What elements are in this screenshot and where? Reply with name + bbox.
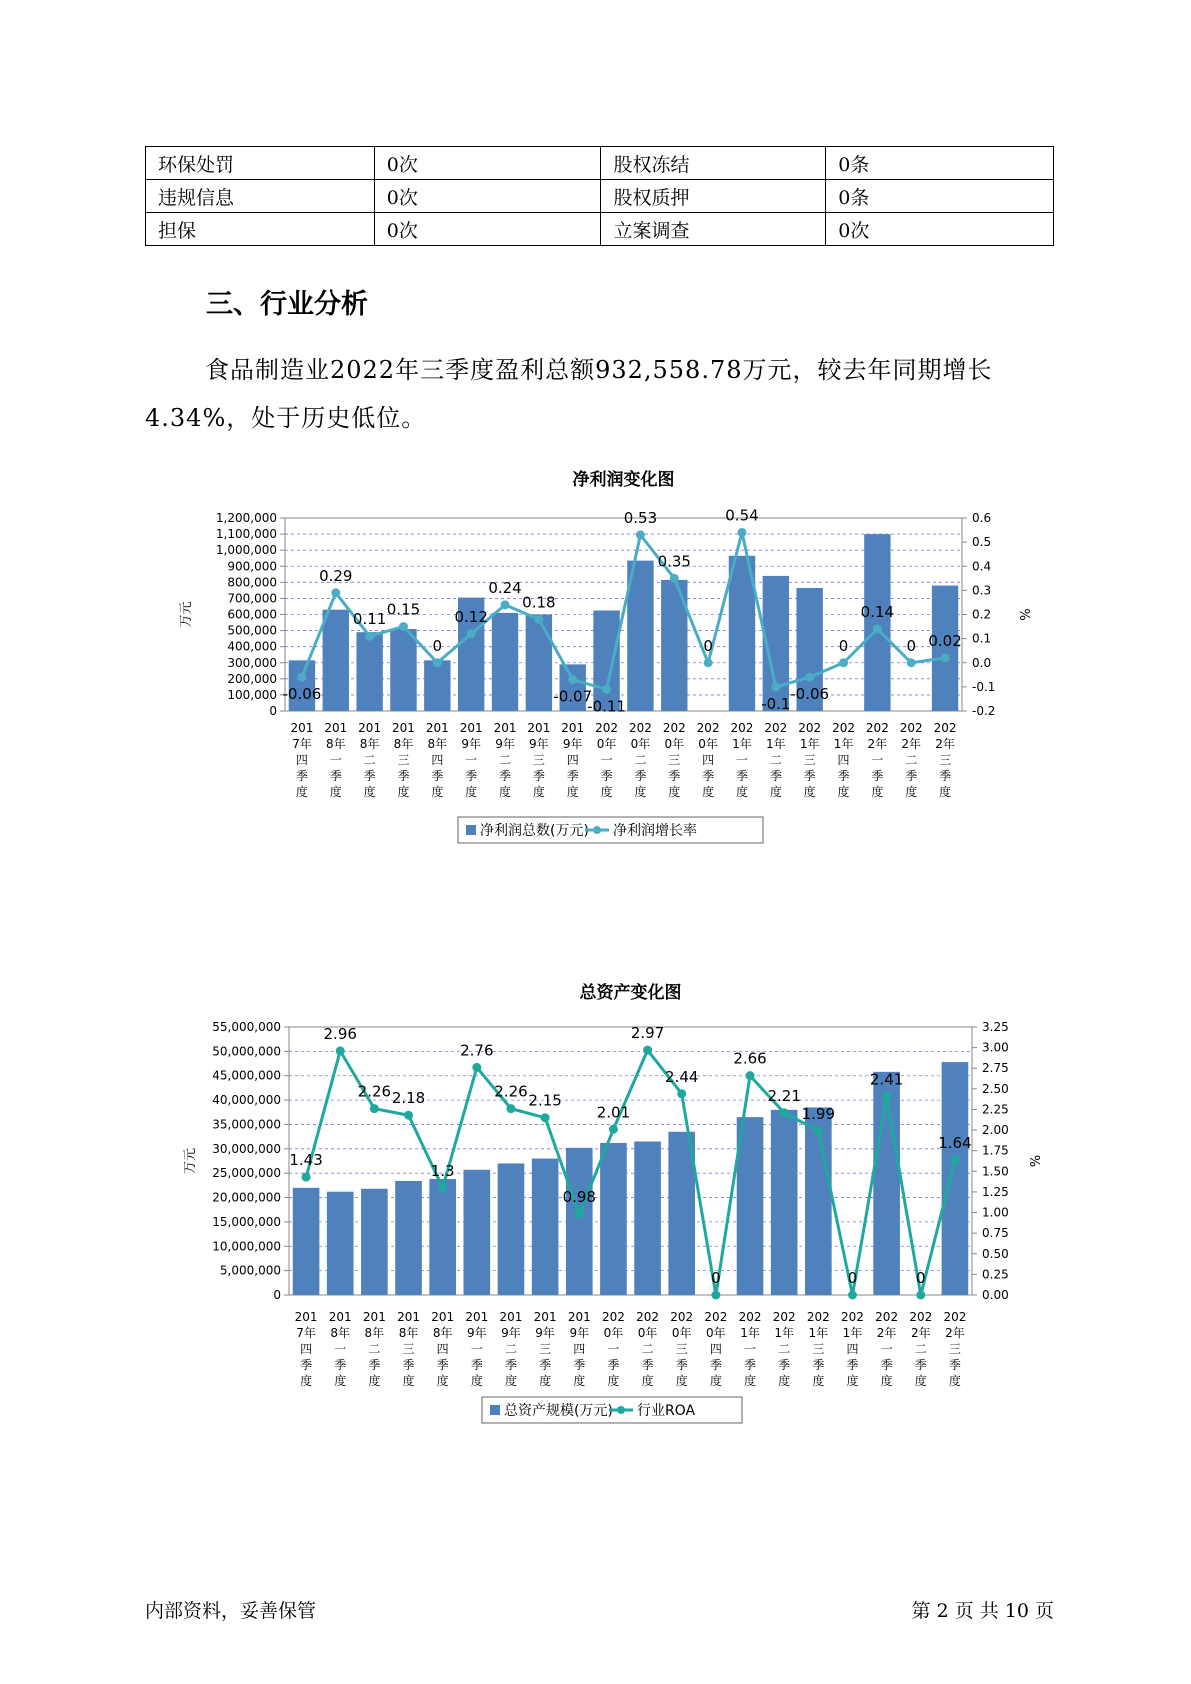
x-tick-label: 201 9年二季度 [493, 721, 517, 799]
x-tick-label: 202 1年四季度 [832, 721, 855, 799]
chart-title: 总资产变化图 [579, 983, 682, 1003]
legend-label: 净利润总数(万元) [480, 823, 589, 839]
table-cell: 违规信息 [146, 180, 375, 213]
data-label: 2.41 [869, 1070, 904, 1089]
y2-tick-label: 3.25 [982, 1020, 1009, 1034]
y2-tick-label: 1.00 [982, 1205, 1009, 1220]
y2-tick-label: 0.6 [972, 511, 992, 525]
bar [327, 1192, 354, 1295]
data-label: -0.11 [587, 697, 626, 716]
legend-line-marker [617, 1406, 625, 1414]
bar [532, 1159, 559, 1295]
section-title: 三、行业分析 [206, 289, 368, 320]
y2-tick-label: 0.0 [972, 655, 992, 670]
table-cell: 0次 [374, 147, 601, 180]
line-point [467, 629, 476, 638]
data-label: -0.06 [790, 685, 830, 704]
y-tick-label: 35,000,000 [212, 1117, 281, 1132]
bar [593, 610, 619, 711]
y-axis-label: 万元 [183, 1147, 198, 1175]
y-axis-label: 万元 [179, 601, 194, 628]
data-label: 0 [711, 1269, 721, 1287]
x-tick-label: 202 1年三季度 [798, 721, 822, 799]
table-cell: 0次 [374, 213, 601, 246]
line-point [331, 588, 340, 597]
data-label: -0.06 [282, 685, 322, 704]
legend-label: 行业ROA [637, 1403, 696, 1419]
line-point [814, 1126, 823, 1135]
x-tick-label: 201 7年四季度 [290, 721, 314, 799]
line-point [336, 1046, 345, 1055]
legend-bar-swatch [490, 1405, 500, 1415]
x-tick-label: 201 7年四季度 [294, 1310, 318, 1388]
table-cell: 担保 [146, 213, 375, 246]
data-label: 0.18 [522, 593, 556, 612]
line-point [839, 658, 848, 667]
data-label: 0.12 [454, 607, 488, 626]
y-tick-label: 30,000,000 [212, 1141, 281, 1156]
data-label: 0.53 [623, 508, 658, 527]
plot-frame [289, 1024, 972, 1295]
line-point [297, 673, 306, 682]
y2-tick-label: 1.25 [982, 1184, 1009, 1199]
line-point [873, 624, 882, 633]
total-assets-chart [0, 955, 1191, 1419]
line-point [568, 675, 577, 684]
line-point [746, 1071, 755, 1080]
data-label: 0.11 [352, 610, 387, 629]
y-tick-label: 20,000,000 [212, 1190, 281, 1205]
bar [498, 1163, 525, 1295]
legend-bar-swatch [466, 825, 476, 835]
x-tick-label: 201 8年一季度 [328, 1310, 352, 1388]
risk-info-table [145, 146, 1054, 246]
x-tick-label: 201 8年四季度 [425, 721, 449, 799]
x-tick-label: 202 0年四季度 [696, 721, 720, 799]
data-label: -0.07 [553, 687, 593, 706]
x-tick-label: 202 0年一季度 [601, 1310, 625, 1388]
line-point [643, 1046, 652, 1055]
bar [356, 632, 382, 711]
x-tick-label: 201 8年二季度 [362, 1310, 386, 1388]
table-cell: 0次 [826, 213, 1054, 246]
x-tick-label: 202 0年三季度 [662, 721, 686, 799]
table-row [146, 147, 1054, 180]
table-cell: 0条 [826, 147, 1054, 180]
data-label: 2.18 [391, 1089, 426, 1108]
bar [600, 1143, 627, 1295]
y-tick-label: 45,000,000 [212, 1068, 281, 1083]
data-label: 2.76 [460, 1041, 494, 1060]
x-tick-label: 201 8年四季度 [431, 1310, 455, 1388]
data-label: 0 [906, 636, 916, 655]
y2-axis-label: % [1016, 608, 1031, 621]
x-tick-label: 201 8年三季度 [392, 721, 415, 799]
y2-tick-label: 2.25 [982, 1102, 1009, 1117]
y2-tick-label: 0.4 [972, 559, 992, 574]
line-point [848, 1291, 857, 1300]
y2-axis-label: % [1026, 1154, 1041, 1168]
y-tick-label: 1,200,000 [215, 511, 277, 525]
y-tick-label: 300,000 [227, 655, 277, 670]
x-tick-label: 202 2年三季度 [943, 1310, 967, 1388]
data-label: 0.35 [657, 552, 691, 571]
page-number: 第 2 页 共 10 页 [911, 1600, 1054, 1622]
y-tick-label: 10,000,000 [212, 1239, 281, 1254]
data-label: 0.14 [860, 602, 895, 621]
table-cell: 股权冻结 [601, 147, 826, 180]
data-label: 0.29 [319, 566, 353, 585]
bar [395, 1181, 422, 1295]
y2-tick-label: 2.00 [982, 1123, 1009, 1138]
line-point [541, 1113, 550, 1122]
table-cell: 0条 [826, 180, 1054, 213]
data-label: 2.96 [323, 1024, 357, 1043]
y2-tick-label: 1.75 [982, 1143, 1009, 1158]
data-label: 2.01 [596, 1103, 631, 1122]
data-label: 2.21 [767, 1086, 801, 1105]
data-label: 0 [432, 636, 443, 655]
y-tick-label: 0 [269, 704, 277, 718]
y-tick-label: 0 [273, 1288, 281, 1302]
y-tick-label: 55,000,000 [212, 1020, 281, 1034]
line-point [950, 1155, 959, 1164]
data-label: 0.98 [562, 1188, 596, 1207]
footer-note: 内部资料，妥善保管 [145, 1600, 317, 1622]
data-label: 0 [847, 1269, 858, 1287]
bar [429, 1179, 456, 1295]
bar [526, 615, 552, 712]
y2-tick-label: 0.50 [982, 1246, 1009, 1261]
data-label: 2.26 [494, 1082, 528, 1101]
line-point [433, 658, 442, 667]
section-paragraph: 食品制造业2022年三季度盈利总额932,558.78万元，较去年同期增长4.34%，处于历史低位。 [145, 356, 993, 432]
line-point [677, 1089, 686, 1098]
line-point [636, 530, 645, 539]
x-tick-label: 201 9年四季度 [567, 1310, 591, 1388]
bar [771, 1110, 798, 1295]
y2-tick-label: 0.2 [972, 607, 992, 622]
y2-tick-label: 0.00 [982, 1288, 1009, 1302]
x-tick-label: 202 1年四季度 [841, 1310, 864, 1388]
table-cell: 环保处罚 [146, 147, 375, 180]
y-tick-label: 50,000,000 [212, 1044, 281, 1059]
x-tick-label: 201 9年四季度 [561, 721, 585, 799]
x-tick-label: 201 9年三季度 [527, 721, 551, 799]
legend-line-marker [593, 826, 601, 834]
table-row [146, 180, 1054, 213]
x-tick-label: 202 0年四季度 [704, 1310, 728, 1388]
line-point [670, 574, 679, 583]
y-tick-label: 900,000 [227, 559, 277, 574]
x-tick-label: 202 1年三季度 [806, 1310, 830, 1388]
x-tick-label: 202 1年一季度 [730, 721, 754, 799]
y2-tick-label: 0.3 [972, 583, 992, 598]
y-tick-label: 1,000,000 [215, 543, 277, 558]
line-point [916, 1291, 925, 1300]
y-tick-label: 5,000,000 [219, 1263, 281, 1278]
y-tick-label: 400,000 [227, 639, 277, 654]
line-point [602, 685, 611, 694]
x-tick-label: 202 2年一季度 [865, 721, 889, 799]
bar [492, 613, 518, 711]
chart-title: 净利润变化图 [572, 470, 675, 490]
data-label: 2.66 [733, 1049, 767, 1068]
line-point [501, 600, 510, 609]
y2-tick-label: 0.75 [982, 1226, 1009, 1241]
x-tick-label: 201 9年一季度 [459, 721, 483, 799]
y2-tick-label: 2.75 [982, 1061, 1009, 1076]
data-label: 2.44 [665, 1067, 699, 1086]
line-point [404, 1111, 413, 1120]
y2-tick-label: 2.50 [982, 1081, 1009, 1096]
line-point [704, 658, 713, 667]
line-point [365, 632, 374, 641]
y-tick-label: 1,100,000 [215, 527, 277, 542]
line-point [438, 1183, 447, 1192]
line-point [370, 1104, 379, 1113]
bar [942, 1062, 969, 1295]
line-point [609, 1125, 618, 1134]
data-label: 1.99 [801, 1104, 836, 1123]
data-label: 0.24 [488, 578, 522, 597]
data-label: 2.15 [528, 1091, 562, 1110]
y-tick-label: 800,000 [227, 575, 277, 590]
data-label: 0.15 [386, 600, 421, 619]
bar [864, 534, 890, 711]
data-label: 0.54 [725, 506, 759, 525]
y-tick-label: 40,000,000 [212, 1093, 281, 1108]
x-tick-label: 202 1年二季度 [772, 1310, 796, 1388]
y2-tick-label: 3.00 [982, 1040, 1009, 1055]
data-label: 2.26 [357, 1082, 392, 1101]
x-tick-label: 201 8年三季度 [397, 1310, 420, 1388]
line-point [771, 682, 780, 691]
line-point [780, 1108, 789, 1117]
line-point [534, 615, 543, 624]
line-point [302, 1173, 311, 1182]
data-label: 2.97 [630, 1024, 665, 1043]
data-label: 0 [838, 636, 849, 655]
x-tick-label: 202 2年一季度 [875, 1310, 899, 1388]
y-tick-label: 500,000 [227, 623, 277, 638]
y-tick-label: 15,000,000 [212, 1214, 281, 1229]
table-row [146, 213, 1054, 246]
x-tick-label: 201 8年二季度 [358, 721, 382, 799]
x-tick-label: 201 9年三季度 [533, 1310, 557, 1388]
x-tick-label: 202 1年一季度 [738, 1310, 762, 1388]
legend-label: 总资产规模(万元) [504, 1403, 613, 1419]
line-point [506, 1104, 515, 1113]
bar [634, 1142, 661, 1295]
data-label: -0.1 [761, 694, 791, 713]
y-tick-label: 25,000,000 [212, 1166, 281, 1181]
table-cell: 0次 [374, 180, 601, 213]
line-point [805, 673, 814, 682]
bar [566, 1148, 593, 1295]
x-tick-label: 201 9年一季度 [465, 1310, 489, 1388]
bar [424, 660, 450, 711]
x-tick-label: 202 2年三季度 [933, 721, 957, 799]
bar [464, 1170, 491, 1295]
net-profit-chart [0, 455, 1191, 915]
line-point [737, 528, 746, 537]
data-label: 1.64 [938, 1133, 972, 1152]
x-tick-label: 202 0年三季度 [670, 1310, 694, 1388]
y-tick-label: 100,000 [227, 687, 277, 702]
table-cell: 立案调查 [601, 213, 826, 246]
data-label: 0 [916, 1269, 926, 1287]
x-tick-label: 202 1年二季度 [764, 721, 788, 799]
data-label: 0.02 [928, 631, 962, 650]
data-label: 1.43 [289, 1151, 323, 1170]
x-tick-label: 202 2年二季度 [909, 1310, 933, 1388]
y2-tick-label: 0.25 [982, 1267, 1009, 1282]
x-tick-label: 202 0年二季度 [628, 721, 652, 799]
bar [293, 1188, 320, 1295]
x-tick-label: 201 8年一季度 [324, 721, 348, 799]
y-tick-label: 600,000 [227, 607, 277, 622]
x-tick-label: 202 2年二季度 [899, 721, 923, 799]
bar [323, 610, 349, 711]
x-tick-label: 202 0年一季度 [595, 721, 619, 799]
y2-tick-label: -0.2 [972, 704, 996, 718]
y2-tick-label: -0.1 [972, 679, 996, 694]
line-point [711, 1291, 720, 1300]
legend-label: 净利润增长率 [613, 823, 697, 839]
x-tick-label: 201 9年二季度 [499, 1310, 523, 1388]
data-label: 0 [703, 636, 713, 655]
y2-tick-label: 0.1 [972, 631, 992, 646]
line-point [907, 658, 916, 667]
line-point [882, 1092, 891, 1101]
line-point [941, 653, 950, 662]
y-tick-label: 700,000 [227, 591, 277, 606]
line-point [575, 1210, 584, 1219]
bar [873, 1072, 900, 1295]
data-label: 1.3 [430, 1161, 455, 1180]
table-cell: 股权质押 [601, 180, 826, 213]
line-point [472, 1063, 481, 1072]
y2-tick-label: 0.5 [972, 535, 992, 550]
bar [361, 1189, 388, 1295]
y-tick-label: 200,000 [227, 671, 277, 686]
bar [390, 629, 416, 711]
x-tick-label: 202 0年二季度 [636, 1310, 660, 1388]
y2-tick-label: 1.50 [982, 1164, 1009, 1179]
line-point [399, 622, 408, 631]
